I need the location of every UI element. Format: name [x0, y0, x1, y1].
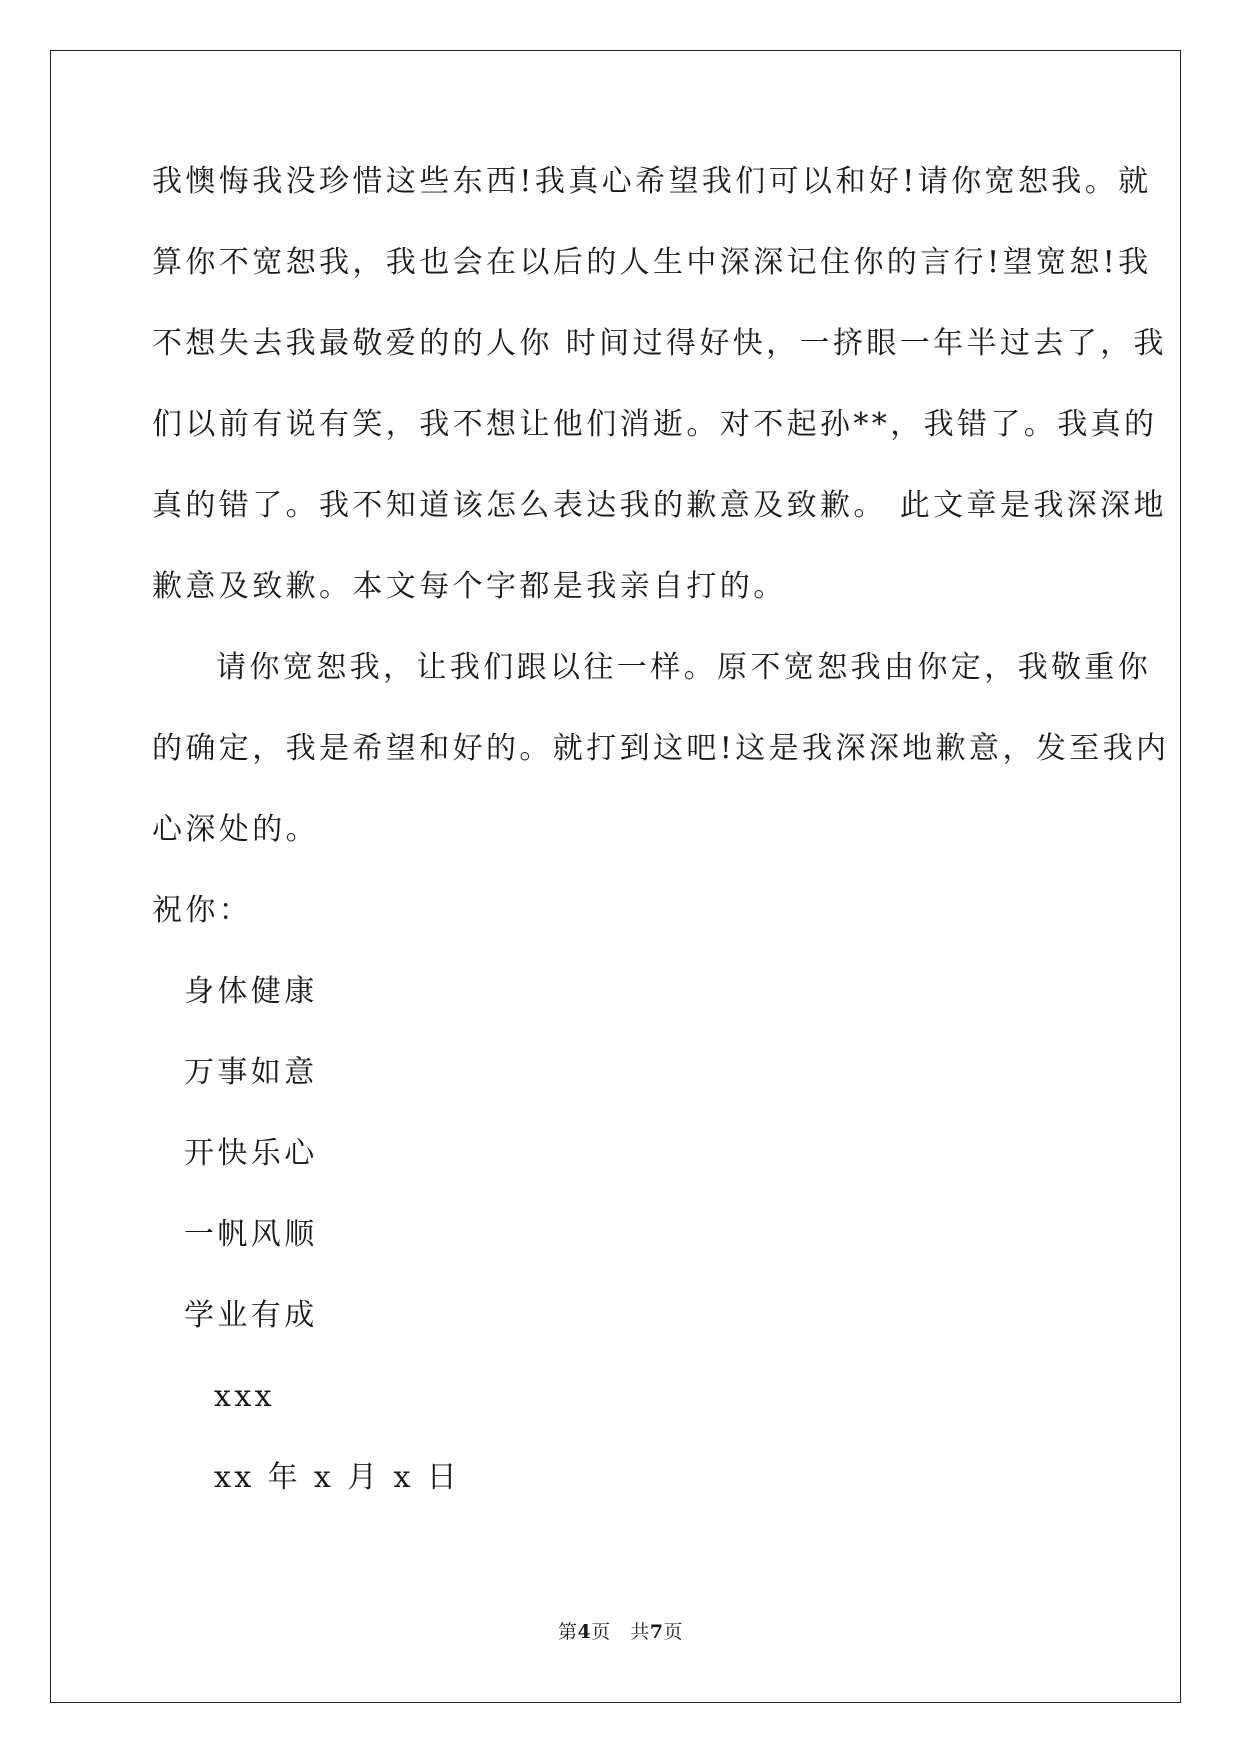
wish-item: 一帆风顺: [184, 1217, 318, 1252]
wish-item: 万事如意: [184, 1055, 318, 1090]
paragraph-1: [152, 160, 1167, 646]
text-line: 真的错了。我不知道该怎么表达我的歉意及致歉。 此文章是我深深地: [152, 488, 1167, 523]
wish-item: 开快乐心: [184, 1136, 318, 1171]
paragraph-2: [152, 646, 1170, 889]
text-line: 们以前有说有笑，我不想让他们消逝。对不起孙**，我错了。我真的: [152, 407, 1158, 442]
text-line: 我懊悔我没珍惜这些东西!我真心希望我们可以和好!请你宽恕我。就: [152, 164, 1152, 199]
footer-suffix: 页: [663, 1621, 683, 1643]
text-line: 的确定，我是希望和好的。就打到这吧!这是我深深地歉意，发至我内: [152, 731, 1170, 766]
wish-item: 身体健康: [184, 974, 318, 1009]
signature-name: xxx: [214, 1379, 275, 1414]
text-line: 请你宽恕我，让我们跟以往一样。原不宽恕我由你定，我敬重你: [216, 650, 1152, 685]
text-line: 歉意及致歉。本文每个字都是我亲自打的。: [152, 569, 787, 604]
footer-mid: 页 共: [591, 1621, 650, 1643]
signature-date: xx 年 x 月 x 日: [214, 1460, 461, 1495]
letter-body: [152, 160, 1170, 1537]
text-line: 心深处的。: [152, 812, 319, 847]
current-page-number: 4: [577, 1621, 592, 1643]
page-footer: [0, 1617, 1241, 1644]
greeting: 祝你：: [152, 893, 253, 928]
wish-item: 学业有成: [184, 1298, 318, 1333]
wishes-list: [152, 970, 1092, 1375]
total-pages-number: 7: [649, 1621, 664, 1643]
text-line: 不想失去我最敬爱的的人你 时间过得好快，一挤眼一年半过去了，我: [152, 326, 1167, 361]
footer-prefix: 第: [557, 1621, 578, 1643]
text-line: 算你不宽恕我，我也会在以后的人生中深深记住你的言行!望宽恕!我: [152, 245, 1152, 280]
